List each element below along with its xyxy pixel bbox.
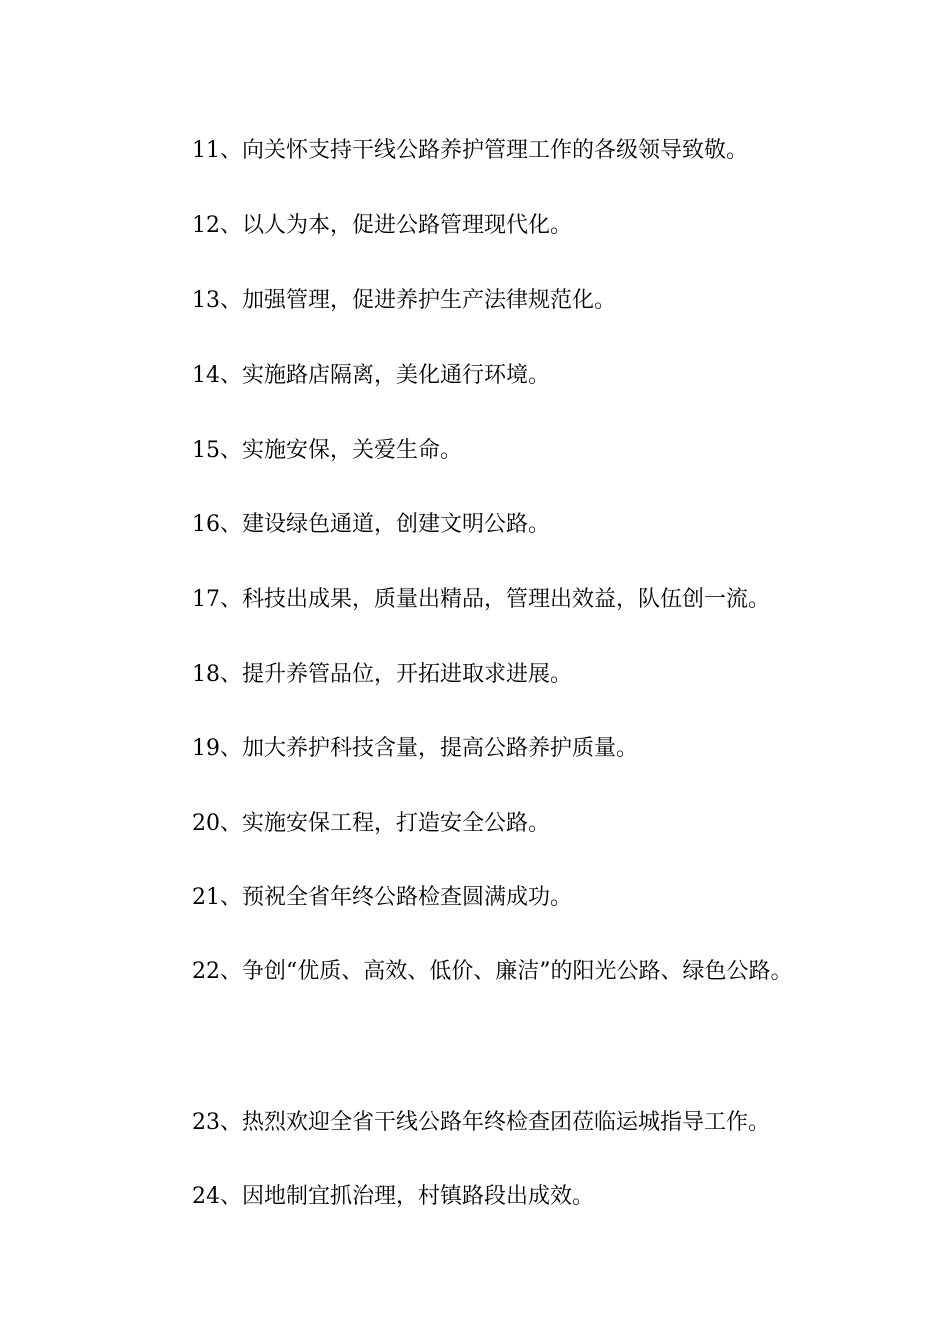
slogan-paragraph-22: 22、争创“优质、高效、低价、廉洁”的阳光公路、绿色公路。 [192,959,793,984]
slogan-paragraph-17: 17、科技出成果，质量出精品，管理出效益，队伍创一流。 [192,587,770,612]
slogan-paragraph-12: 12、以人为本，促进公路管理现代化。 [192,213,572,238]
slogan-paragraph-13: 13、加强管理，促进养护生产法律规范化。 [192,288,616,313]
slogan-paragraph-14: 14、实施路店隔离，美化通行环境。 [192,363,550,388]
slogan-paragraph-20: 20、实施安保工程，打造安全公路。 [192,811,550,836]
slogan-paragraph-16: 16、建设绿色通道，创建文明公路。 [192,512,550,537]
slogan-paragraph-24: 24、因地制宜抓治理，村镇路段出成效。 [192,1184,594,1209]
slogan-paragraph-18: 18、提升养管品位，开拓进取求进展。 [192,662,572,687]
slogan-paragraph-19: 19、加大养护科技含量，提高公路养护质量。 [192,736,638,761]
slogan-paragraph-21: 21、预祝全省年终公路检查圆满成功。 [192,885,572,910]
slogan-paragraph-15: 15、实施安保，关爱生命。 [192,438,462,463]
slogan-paragraph-23: 23、热烈欢迎全省干线公路年终检查团莅临运城指导工作。 [192,1110,770,1135]
slogan-paragraph-11: 11、向关怀支持干线公路养护管理工作的各级领导致敬。 [192,138,748,163]
